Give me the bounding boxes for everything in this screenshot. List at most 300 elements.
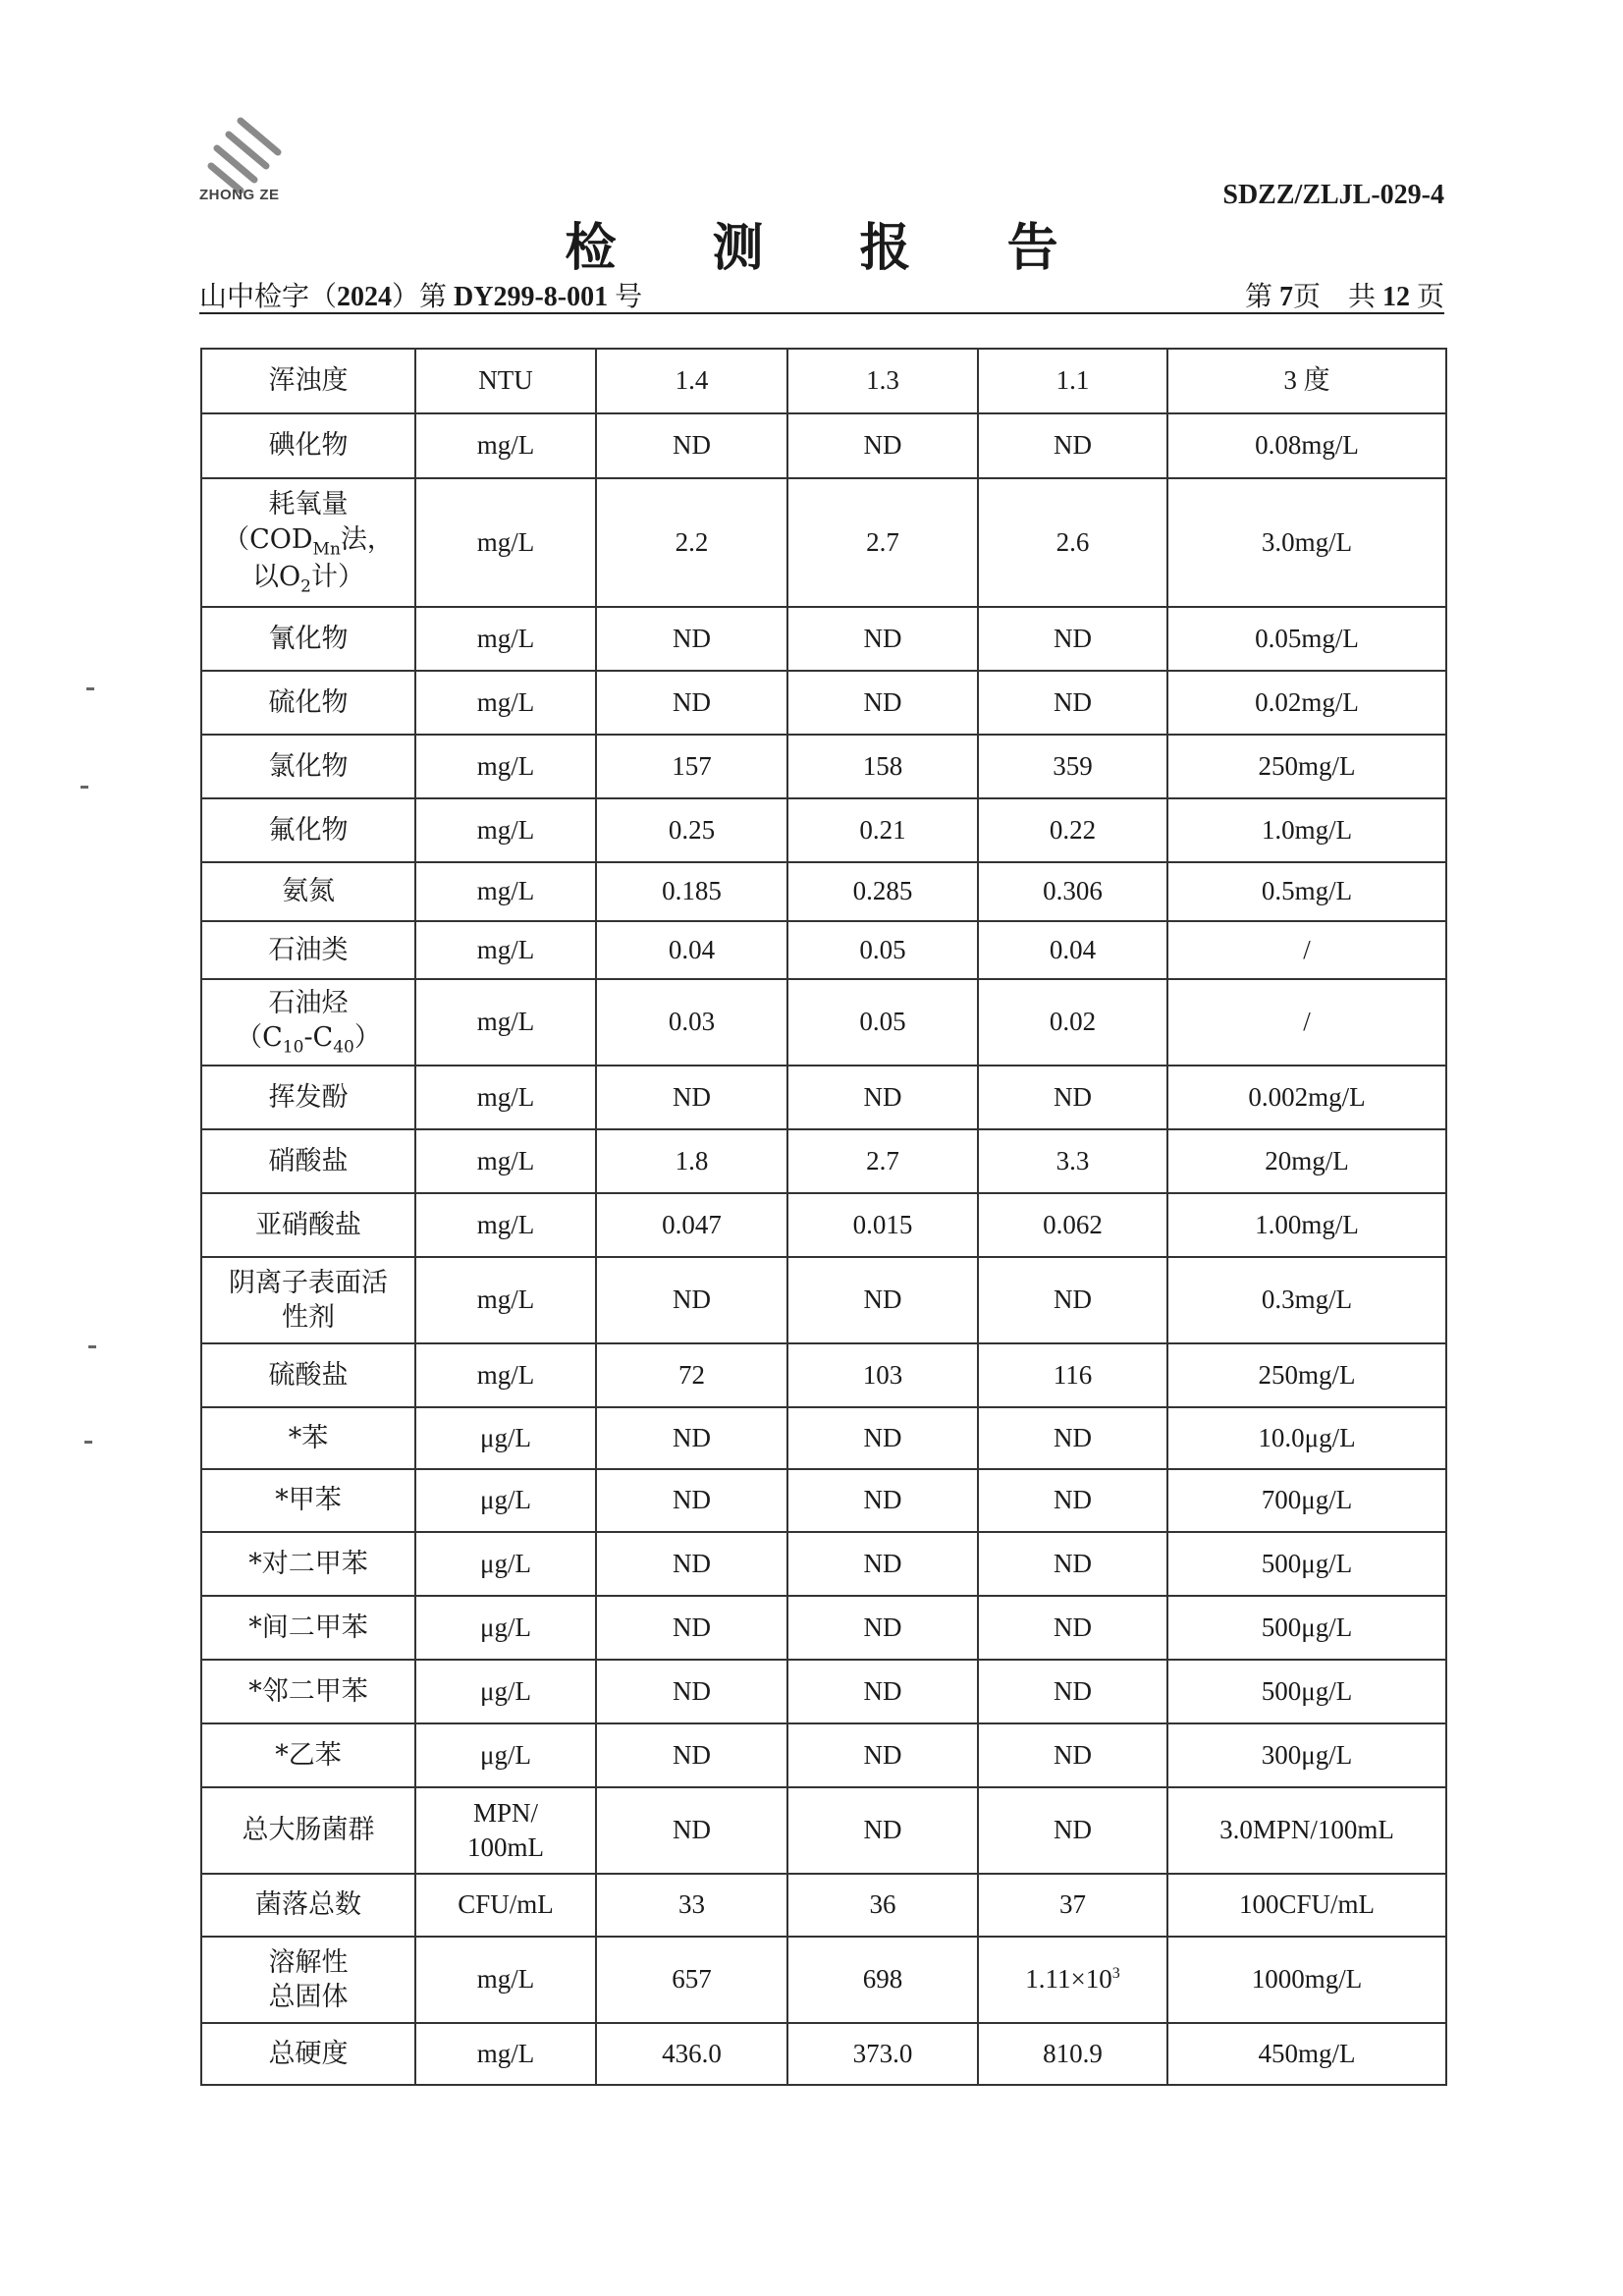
parameter-name: 硫化物 bbox=[268, 686, 349, 718]
table-row bbox=[201, 735, 1446, 798]
result-cell-3 bbox=[978, 1787, 1167, 1874]
limit-cell bbox=[1167, 1660, 1446, 1723]
result-value: ND bbox=[863, 1081, 902, 1112]
result-cell-2 bbox=[787, 1066, 978, 1129]
result-cell-3 bbox=[978, 1596, 1167, 1660]
limit-value: 700μg/L bbox=[1261, 1485, 1353, 1515]
unit: μg/L bbox=[480, 1548, 531, 1578]
parameter-name-cell bbox=[201, 671, 415, 735]
result-value: 0.047 bbox=[662, 1209, 722, 1239]
result-value: ND bbox=[863, 1285, 902, 1315]
table-row bbox=[201, 1066, 1446, 1129]
result-cell-3 bbox=[978, 1874, 1167, 1937]
result-value: 0.22 bbox=[1049, 814, 1097, 845]
limit-cell bbox=[1167, 979, 1446, 1066]
result-cell-1 bbox=[596, 349, 787, 413]
result-value: 1.3 bbox=[866, 365, 899, 396]
result-value: ND bbox=[863, 686, 902, 717]
limit-value: 500μg/L bbox=[1261, 1675, 1353, 1706]
result-cell-2 bbox=[787, 862, 978, 921]
result-cell-2 bbox=[787, 798, 978, 862]
limit-value: 1.0mg/L bbox=[1261, 814, 1353, 845]
limit-value: 250mg/L bbox=[1258, 1359, 1356, 1390]
parameter-name: 挥发酚 bbox=[268, 1081, 349, 1113]
unit: mg/L bbox=[476, 876, 535, 906]
result-value: 116 bbox=[1053, 1359, 1093, 1390]
unit-cell bbox=[415, 1532, 596, 1596]
unit-cell bbox=[415, 1469, 596, 1532]
result-value: 373.0 bbox=[852, 2038, 913, 2068]
result-value: ND bbox=[1054, 1815, 1092, 1845]
result-value: ND bbox=[1054, 1612, 1092, 1642]
parameter-name-line2: 法， bbox=[340, 523, 394, 555]
result-value: 436.0 bbox=[662, 2038, 722, 2068]
result-cell-3 bbox=[978, 2023, 1167, 2085]
result-value: 1.4 bbox=[675, 365, 709, 396]
result-cell-2 bbox=[787, 607, 978, 671]
result-cell-1 bbox=[596, 413, 787, 478]
result-cell-2 bbox=[787, 1723, 978, 1787]
result-cell-3 bbox=[978, 1407, 1167, 1469]
unit-cell bbox=[415, 1874, 596, 1937]
table-row bbox=[201, 1407, 1446, 1469]
result-value: ND bbox=[673, 1548, 711, 1578]
unit-cell bbox=[415, 862, 596, 921]
parameter-name-cell bbox=[201, 1596, 415, 1660]
unit-cell bbox=[415, 1129, 596, 1193]
unit: μg/L bbox=[480, 1612, 531, 1642]
parameter-name: 碘化物 bbox=[268, 430, 349, 462]
parameter-name-cell bbox=[201, 1660, 415, 1723]
result-value: 103 bbox=[862, 1359, 903, 1390]
result-cell-3 bbox=[978, 1066, 1167, 1129]
table-row bbox=[201, 478, 1446, 607]
result-cell-1 bbox=[596, 1469, 787, 1532]
result-cell-3 bbox=[978, 735, 1167, 798]
parameter-name: *邻二甲苯 bbox=[248, 1675, 368, 1707]
unit: mg/L bbox=[476, 1007, 535, 1037]
result-value: ND bbox=[673, 1612, 711, 1642]
superscript: 3 bbox=[1111, 1965, 1120, 1983]
unit: mg/L bbox=[476, 1145, 535, 1175]
result-cell-1 bbox=[596, 1787, 787, 1874]
subscript: 40 bbox=[333, 1037, 354, 1058]
parameter-name-cell bbox=[201, 1787, 415, 1874]
unit-line2: 100mL bbox=[467, 1832, 544, 1862]
result-cell-3 bbox=[978, 1257, 1167, 1343]
parameter-name-cell bbox=[201, 1874, 415, 1937]
result-value: 0.285 bbox=[852, 876, 913, 906]
result-value: 0.21 bbox=[859, 814, 906, 845]
parameter-name-cell bbox=[201, 1407, 415, 1469]
unit-cell bbox=[415, 921, 596, 979]
limit-value: 500μg/L bbox=[1261, 1548, 1353, 1578]
parameter-name: 石油烃 bbox=[268, 988, 349, 1019]
parameter-name-cell bbox=[201, 1066, 415, 1129]
result-cell-2 bbox=[787, 1596, 978, 1660]
parameter-name-line2: 性剂 bbox=[282, 1302, 335, 1333]
result-cell-3 bbox=[978, 349, 1167, 413]
report-title: 检 测 报 告 bbox=[565, 218, 1098, 278]
unit: μg/L bbox=[480, 1485, 531, 1515]
unit: mg/L bbox=[476, 1285, 535, 1315]
limit-cell bbox=[1167, 1193, 1446, 1257]
result-cell-1 bbox=[596, 1596, 787, 1660]
result-value: 2.7 bbox=[866, 1145, 899, 1175]
result-cell-2 bbox=[787, 735, 978, 798]
parameter-name-cell bbox=[201, 607, 415, 671]
result-cell-1 bbox=[596, 1723, 787, 1787]
parameter-name: *苯 bbox=[288, 1422, 329, 1453]
parameter-name-cell bbox=[201, 1937, 415, 2023]
result-cell-1 bbox=[596, 1660, 787, 1723]
result-value: 698 bbox=[862, 1964, 903, 1995]
result-value: ND bbox=[863, 1485, 902, 1515]
result-cell-3 bbox=[978, 607, 1167, 671]
limit-value: 250mg/L bbox=[1258, 750, 1356, 781]
unit-cell bbox=[415, 1407, 596, 1469]
parameter-name: 亚硝酸盐 bbox=[255, 1209, 361, 1240]
margin-mark bbox=[88, 1345, 96, 1348]
result-value: 0.25 bbox=[668, 814, 716, 845]
result-value: ND bbox=[673, 1485, 711, 1515]
result-cell-3 bbox=[978, 862, 1167, 921]
result-value: 1.11×10 bbox=[1025, 1964, 1112, 1995]
table-row bbox=[201, 349, 1446, 413]
result-value: ND bbox=[863, 1815, 902, 1845]
parameter-name: 石油类 bbox=[268, 934, 349, 965]
limit-cell bbox=[1167, 921, 1446, 979]
result-value: 0.062 bbox=[1043, 1209, 1103, 1239]
limit-cell bbox=[1167, 1343, 1446, 1407]
result-cell-2 bbox=[787, 979, 978, 1066]
result-cell-2 bbox=[787, 1257, 978, 1343]
parameter-name: 硫酸盐 bbox=[268, 1359, 349, 1391]
unit: MPN/ bbox=[472, 1797, 539, 1828]
limit-cell bbox=[1167, 349, 1446, 413]
parameter-name: 氰化物 bbox=[268, 623, 349, 654]
limit-cell bbox=[1167, 735, 1446, 798]
unit: mg/L bbox=[476, 2038, 535, 2068]
parameter-name-cell bbox=[201, 798, 415, 862]
unit-cell bbox=[415, 671, 596, 735]
result-value: 0.03 bbox=[668, 1007, 716, 1037]
table-row bbox=[201, 607, 1446, 671]
parameter-name: 总大肠菌群 bbox=[242, 1815, 375, 1846]
unit: mg/L bbox=[476, 1081, 535, 1112]
result-value: ND bbox=[673, 686, 711, 717]
result-cell-2 bbox=[787, 671, 978, 735]
result-cell-1 bbox=[596, 607, 787, 671]
unit-cell bbox=[415, 1660, 596, 1723]
limit-value: 10.0μg/L bbox=[1258, 1422, 1356, 1452]
parameter-name-line3: 计） bbox=[310, 562, 364, 593]
result-cell-1 bbox=[596, 1874, 787, 1937]
result-cell-3 bbox=[978, 1723, 1167, 1787]
parameter-name: *对二甲苯 bbox=[248, 1548, 368, 1579]
parameter-name: 耗氧量 bbox=[268, 489, 349, 520]
limit-cell bbox=[1167, 607, 1446, 671]
limit-value: 100CFU/mL bbox=[1238, 1889, 1376, 1920]
result-cell-1 bbox=[596, 1129, 787, 1193]
result-value: ND bbox=[673, 1285, 711, 1315]
table-row bbox=[201, 1257, 1446, 1343]
unit-cell bbox=[415, 1596, 596, 1660]
result-cell-1 bbox=[596, 671, 787, 735]
unit-cell bbox=[415, 1723, 596, 1787]
parameter-name-cell bbox=[201, 1469, 415, 1532]
parameter-name-cell bbox=[201, 1257, 415, 1343]
result-cell-3 bbox=[978, 1193, 1167, 1257]
result-cell-3 bbox=[978, 921, 1167, 979]
result-value: ND bbox=[673, 1422, 711, 1452]
result-cell-2 bbox=[787, 1532, 978, 1596]
unit: μg/L bbox=[480, 1675, 531, 1706]
parameter-name-cell bbox=[201, 862, 415, 921]
table-row bbox=[201, 1723, 1446, 1787]
limit-value: 0.08mg/L bbox=[1255, 430, 1359, 461]
result-value: ND bbox=[1054, 1285, 1092, 1315]
parameter-name-line2: （COD bbox=[223, 523, 313, 555]
result-cell-2 bbox=[787, 413, 978, 478]
unit: mg/L bbox=[476, 814, 535, 845]
parameter-name-line2: ） bbox=[353, 1022, 381, 1054]
limit-cell bbox=[1167, 1066, 1446, 1129]
unit: μg/L bbox=[480, 1422, 531, 1452]
report-number: 山中检字（2024）第 DY299-8-001 号 bbox=[199, 282, 643, 312]
result-cell-3 bbox=[978, 1469, 1167, 1532]
table-row bbox=[201, 413, 1446, 478]
limit-cell bbox=[1167, 478, 1446, 607]
unit: NTU bbox=[478, 365, 533, 396]
limit-value: 0.3mg/L bbox=[1261, 1285, 1353, 1315]
result-cell-1 bbox=[596, 1407, 787, 1469]
result-cell-2 bbox=[787, 1407, 978, 1469]
result-value: 0.185 bbox=[662, 876, 722, 906]
result-cell-2 bbox=[787, 1874, 978, 1937]
result-value: 158 bbox=[862, 750, 903, 781]
result-value: ND bbox=[863, 1675, 902, 1706]
result-value: 810.9 bbox=[1043, 2038, 1103, 2068]
parameter-name-cell bbox=[201, 735, 415, 798]
result-value: 37 bbox=[1059, 1889, 1086, 1920]
unit-cell bbox=[415, 1937, 596, 2023]
subscript: 10 bbox=[282, 1037, 304, 1058]
parameter-name: 阴离子表面活 bbox=[229, 1267, 388, 1298]
result-value: 0.04 bbox=[1049, 934, 1097, 964]
result-cell-3 bbox=[978, 1532, 1167, 1596]
limit-value: 3.0mg/L bbox=[1261, 526, 1353, 557]
parameter-name-cell bbox=[201, 1193, 415, 1257]
result-cell-1 bbox=[596, 1257, 787, 1343]
result-value: ND bbox=[1054, 1081, 1092, 1112]
parameter-name-line2: （C bbox=[236, 1022, 283, 1054]
result-value: 2.7 bbox=[866, 526, 899, 557]
unit: μg/L bbox=[480, 1739, 531, 1770]
result-value: ND bbox=[673, 1815, 711, 1845]
table-row bbox=[201, 1343, 1446, 1407]
limit-cell bbox=[1167, 2023, 1446, 2085]
parameter-name-cell bbox=[201, 1129, 415, 1193]
limit-value: / bbox=[1303, 1007, 1311, 1037]
limit-cell bbox=[1167, 1407, 1446, 1469]
parameter-name-cell bbox=[201, 1723, 415, 1787]
result-value: 0.05 bbox=[859, 934, 906, 964]
parameter-name-cell bbox=[201, 349, 415, 413]
result-value: 359 bbox=[1053, 750, 1093, 781]
parameter-name-cell bbox=[201, 1532, 415, 1596]
result-value: ND bbox=[863, 623, 902, 653]
subscript: Mn bbox=[312, 538, 341, 559]
margin-mark bbox=[81, 786, 88, 789]
result-value: 657 bbox=[672, 1964, 712, 1995]
result-cell-2 bbox=[787, 478, 978, 607]
result-value: ND bbox=[673, 1081, 711, 1112]
result-value: ND bbox=[1054, 1485, 1092, 1515]
result-value: ND bbox=[1054, 1548, 1092, 1578]
table-row bbox=[201, 1193, 1446, 1257]
result-cell-1 bbox=[596, 1193, 787, 1257]
parameter-name: 溶解性 bbox=[268, 1946, 349, 1978]
limit-value: 0.05mg/L bbox=[1255, 623, 1359, 653]
table-row bbox=[201, 1532, 1446, 1596]
limit-cell bbox=[1167, 1723, 1446, 1787]
result-value: 2.6 bbox=[1055, 526, 1090, 557]
limit-value: 3 度 bbox=[1283, 365, 1330, 396]
result-cell-2 bbox=[787, 1193, 978, 1257]
unit-cell bbox=[415, 798, 596, 862]
result-cell-1 bbox=[596, 2023, 787, 2085]
table-row bbox=[201, 862, 1446, 921]
limit-cell bbox=[1167, 1257, 1446, 1343]
parameter-name: *乙苯 bbox=[275, 1739, 342, 1771]
page-number: 第 7页 共 12 页 bbox=[1244, 282, 1444, 312]
unit-cell bbox=[415, 1343, 596, 1407]
result-value: ND bbox=[1054, 1422, 1092, 1452]
result-cell-3 bbox=[978, 1937, 1167, 2023]
parameter-name: 总硬度 bbox=[268, 2038, 349, 2069]
limit-value: 500μg/L bbox=[1261, 1612, 1353, 1642]
result-value: ND bbox=[863, 1739, 902, 1770]
result-value: 1.8 bbox=[675, 1145, 709, 1175]
unit-cell bbox=[415, 349, 596, 413]
table-row bbox=[201, 1596, 1446, 1660]
result-cell-1 bbox=[596, 1937, 787, 2023]
limit-value: 0.5mg/L bbox=[1261, 876, 1353, 906]
table-row bbox=[201, 1660, 1446, 1723]
parameter-name-line3: 以O bbox=[252, 562, 301, 593]
table-row bbox=[201, 671, 1446, 735]
result-cell-3 bbox=[978, 1129, 1167, 1193]
limit-cell bbox=[1167, 862, 1446, 921]
result-value: 2.2 bbox=[675, 526, 709, 557]
unit: mg/L bbox=[476, 1964, 535, 1995]
subscript: 2 bbox=[300, 576, 311, 597]
result-value: 0.02 bbox=[1049, 1007, 1097, 1037]
result-value: 36 bbox=[869, 1889, 896, 1920]
result-cell-1 bbox=[596, 979, 787, 1066]
unit-cell bbox=[415, 413, 596, 478]
result-cell-2 bbox=[787, 349, 978, 413]
header-divider bbox=[199, 312, 1444, 314]
result-value: 0.015 bbox=[852, 1209, 913, 1239]
margin-mark bbox=[86, 687, 94, 690]
parameter-name: *甲苯 bbox=[275, 1485, 342, 1516]
unit-cell bbox=[415, 735, 596, 798]
results-table bbox=[200, 348, 1447, 2086]
limit-value: 20mg/L bbox=[1265, 1145, 1349, 1175]
result-cell-3 bbox=[978, 1343, 1167, 1407]
result-cell-1 bbox=[596, 1066, 787, 1129]
logo-text: ZHONG ZE bbox=[199, 187, 280, 203]
result-value: ND bbox=[673, 1675, 711, 1706]
limit-cell bbox=[1167, 1469, 1446, 1532]
result-cell-2 bbox=[787, 921, 978, 979]
margin-mark bbox=[84, 1441, 92, 1444]
parameter-name-line2: 总固体 bbox=[268, 1982, 349, 2012]
parameter-name-line2: -C bbox=[303, 1022, 334, 1054]
result-value: 0.04 bbox=[668, 934, 716, 964]
result-cell-2 bbox=[787, 1129, 978, 1193]
unit: CFU/mL bbox=[458, 1889, 554, 1920]
table-row bbox=[201, 921, 1446, 979]
result-value: 0.05 bbox=[859, 1007, 906, 1037]
unit-cell bbox=[415, 1066, 596, 1129]
result-value: 33 bbox=[678, 1889, 705, 1920]
result-cell-3 bbox=[978, 413, 1167, 478]
result-value: ND bbox=[863, 1612, 902, 1642]
unit: mg/L bbox=[476, 623, 535, 653]
limit-value: 0.02mg/L bbox=[1255, 686, 1359, 717]
result-cell-2 bbox=[787, 1343, 978, 1407]
result-cell-3 bbox=[978, 478, 1167, 607]
parameter-name: 硝酸盐 bbox=[268, 1145, 349, 1176]
result-value: ND bbox=[863, 1548, 902, 1578]
limit-value: 450mg/L bbox=[1258, 2038, 1356, 2068]
parameter-name-cell bbox=[201, 921, 415, 979]
result-cell-1 bbox=[596, 921, 787, 979]
result-cell-1 bbox=[596, 478, 787, 607]
limit-value: 1.00mg/L bbox=[1255, 1209, 1359, 1239]
parameter-name-cell bbox=[201, 979, 415, 1066]
limit-cell bbox=[1167, 1129, 1446, 1193]
table-row bbox=[201, 979, 1446, 1066]
unit: mg/L bbox=[476, 1209, 535, 1239]
unit-cell bbox=[415, 1193, 596, 1257]
result-cell-1 bbox=[596, 735, 787, 798]
result-value: ND bbox=[673, 430, 711, 461]
limit-cell bbox=[1167, 671, 1446, 735]
result-value: 72 bbox=[678, 1359, 705, 1390]
result-value: 0.306 bbox=[1043, 876, 1103, 906]
limit-value: 3.0MPN/100mL bbox=[1219, 1815, 1394, 1845]
unit-cell bbox=[415, 979, 596, 1066]
unit-cell bbox=[415, 1257, 596, 1343]
limit-cell bbox=[1167, 1596, 1446, 1660]
result-cell-2 bbox=[787, 1937, 978, 2023]
result-value: ND bbox=[863, 430, 902, 461]
result-value: ND bbox=[673, 1739, 711, 1770]
unit-cell bbox=[415, 607, 596, 671]
limit-value: 300μg/L bbox=[1261, 1739, 1353, 1770]
parameter-name: 氟化物 bbox=[268, 814, 349, 846]
result-cell-2 bbox=[787, 1660, 978, 1723]
unit: mg/L bbox=[476, 1359, 535, 1390]
table-row bbox=[201, 1469, 1446, 1532]
parameter-name: *间二甲苯 bbox=[248, 1612, 368, 1643]
result-value: ND bbox=[1054, 1739, 1092, 1770]
unit: mg/L bbox=[476, 686, 535, 717]
